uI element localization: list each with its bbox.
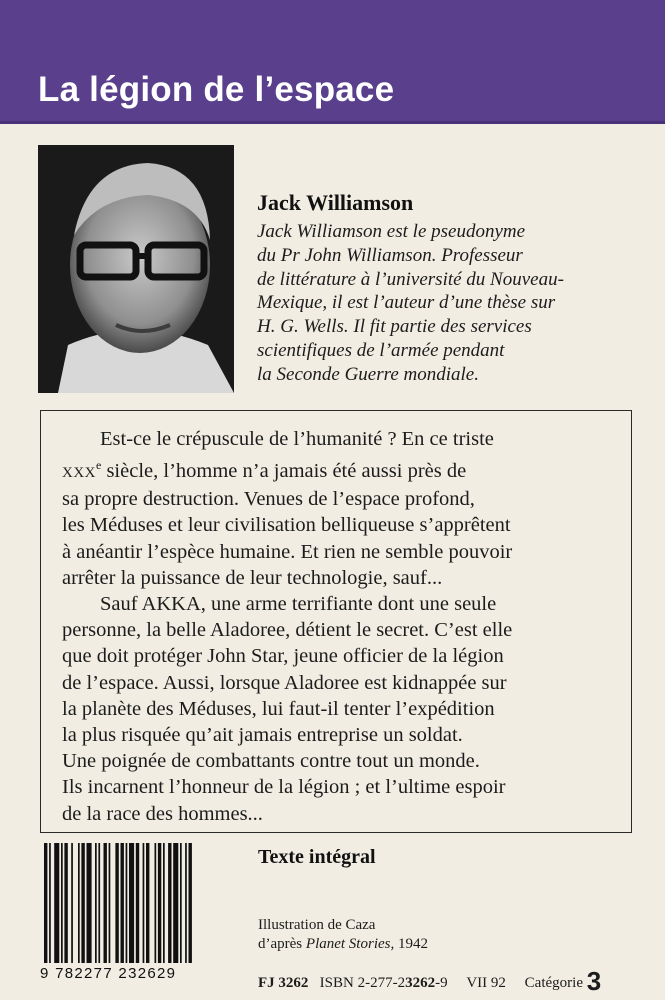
barcode-bar (95, 843, 97, 963)
barcode-bar (158, 843, 161, 963)
barcode-bar (173, 843, 178, 963)
synopsis-line: Une poignée de combattants contre tout un monde. (62, 750, 480, 773)
barcode-bar (189, 843, 192, 963)
barcode-bar (115, 843, 118, 963)
barcode-bar (54, 843, 59, 963)
barcode-bar (49, 843, 51, 963)
credit-prefix: d’après (258, 936, 306, 952)
barcode-bar (185, 843, 187, 963)
series-code: FJ 3262 (258, 975, 309, 991)
barcode-bar (146, 843, 149, 963)
synopsis-line: arrêter la puissance de leur technologie, sauf... (62, 566, 443, 589)
synopsis-line: Ils incarnent l’honneur de la légion ; et l’ultime espoir (62, 776, 506, 799)
barcode-bar (109, 843, 111, 963)
barcode-bar (136, 843, 139, 963)
synopsis-line-rest: siècle, l’homme n’a jamais été aussi près de (101, 460, 467, 483)
bio-line: Mexique, il est l’auteur d’une thèse sur (257, 292, 556, 314)
barcode-bar (121, 843, 124, 963)
barcode (40, 843, 240, 983)
book-title: La légion de l’espace (38, 70, 395, 109)
synopsis-text (62, 426, 632, 827)
synopsis-line: la planète des Méduses, lui faut-il tenter l’expédition (62, 697, 495, 720)
author-photo (38, 145, 234, 393)
barcode-bar (71, 843, 73, 963)
credit-line: Illustration de Caza (258, 917, 376, 933)
synopsis-line: personne, la belle Aladoree, détient le secret. C’est elle (62, 619, 513, 642)
bio-line: la Seconde Guerre mondiale. (257, 363, 479, 385)
bio-line: H. G. Wells. Il fit partie des services (257, 316, 532, 338)
barcode-bar (180, 843, 182, 963)
synopsis-line (62, 452, 632, 486)
barcode-bar (143, 843, 145, 963)
barcode-icon (40, 843, 240, 963)
barcode-bar (87, 843, 92, 963)
barcode-bar (163, 843, 165, 963)
category-label: Catégorie (524, 975, 583, 991)
isbn-suffix: -9 (435, 975, 448, 991)
barcode-bar (78, 843, 80, 963)
barcode-digits: 9 782277 232629 (40, 965, 177, 982)
synopsis-line: Sauf AKKA, une arme terrifiante dont une seule (100, 593, 497, 616)
date-code: VII 92 (466, 975, 506, 991)
synopsis-line: les Méduses et leur civilisation belliqueuse s’apprêtent (62, 514, 511, 537)
century-superscript: e (96, 458, 102, 473)
synopsis-line: sa propre destruction. Venues de l’espace profond, (62, 488, 475, 511)
bio-line: scientifiques de l’armée pendant (257, 339, 505, 361)
synopsis-line: Est-ce le crépuscule de l’humanité ? En ce triste (100, 428, 494, 450)
synopsis-line: de la race des hommes... (62, 802, 263, 825)
bio-line: du Pr John Williamson. Professeur (257, 244, 523, 266)
barcode-bar (44, 843, 47, 963)
synopsis-line: la plus risquée qu’ait jamais entreprise un soldat. (62, 724, 463, 747)
credit-source: Planet Stories, (305, 936, 395, 952)
author-bio (257, 220, 637, 387)
barcode-bar (61, 843, 63, 963)
author-name: Jack Williamson (257, 190, 414, 215)
illustration-credit (258, 916, 428, 954)
barcode-bar (155, 843, 157, 963)
barcode-bar (168, 843, 171, 963)
synopsis-line: que doit protéger John Star, jeune officier de la légion (62, 645, 504, 668)
credit-year: 1942 (394, 936, 428, 952)
synopsis-line: de l’espace. Aussi, lorsque Aladoree est kidnappée sur (62, 671, 507, 694)
bio-line: Jack Williamson est le pseudonyme (257, 221, 526, 242)
credit-line (258, 935, 428, 954)
barcode-bar (129, 843, 134, 963)
isbn-bold: 3262 (405, 975, 436, 991)
barcode-bar (98, 843, 100, 963)
isbn (320, 975, 448, 991)
barcode-bar (126, 843, 128, 963)
bio-line: de littérature à l’université du Nouveau- (257, 268, 564, 290)
century-numeral: XXX (62, 465, 96, 482)
barcode-bar (81, 843, 84, 963)
barcode-bar (104, 843, 107, 963)
category-number: 3 (586, 966, 602, 996)
barcode-bar (64, 843, 67, 963)
edition-note: Texte intégral (258, 846, 376, 868)
author-portrait-icon (38, 145, 234, 393)
isbn-prefix: ISBN 2-277-2 (319, 975, 406, 991)
synopsis-line: à anéantir l’espèce humaine. Et rien ne semble pouvoir (62, 540, 513, 563)
footer-codes (258, 966, 601, 997)
